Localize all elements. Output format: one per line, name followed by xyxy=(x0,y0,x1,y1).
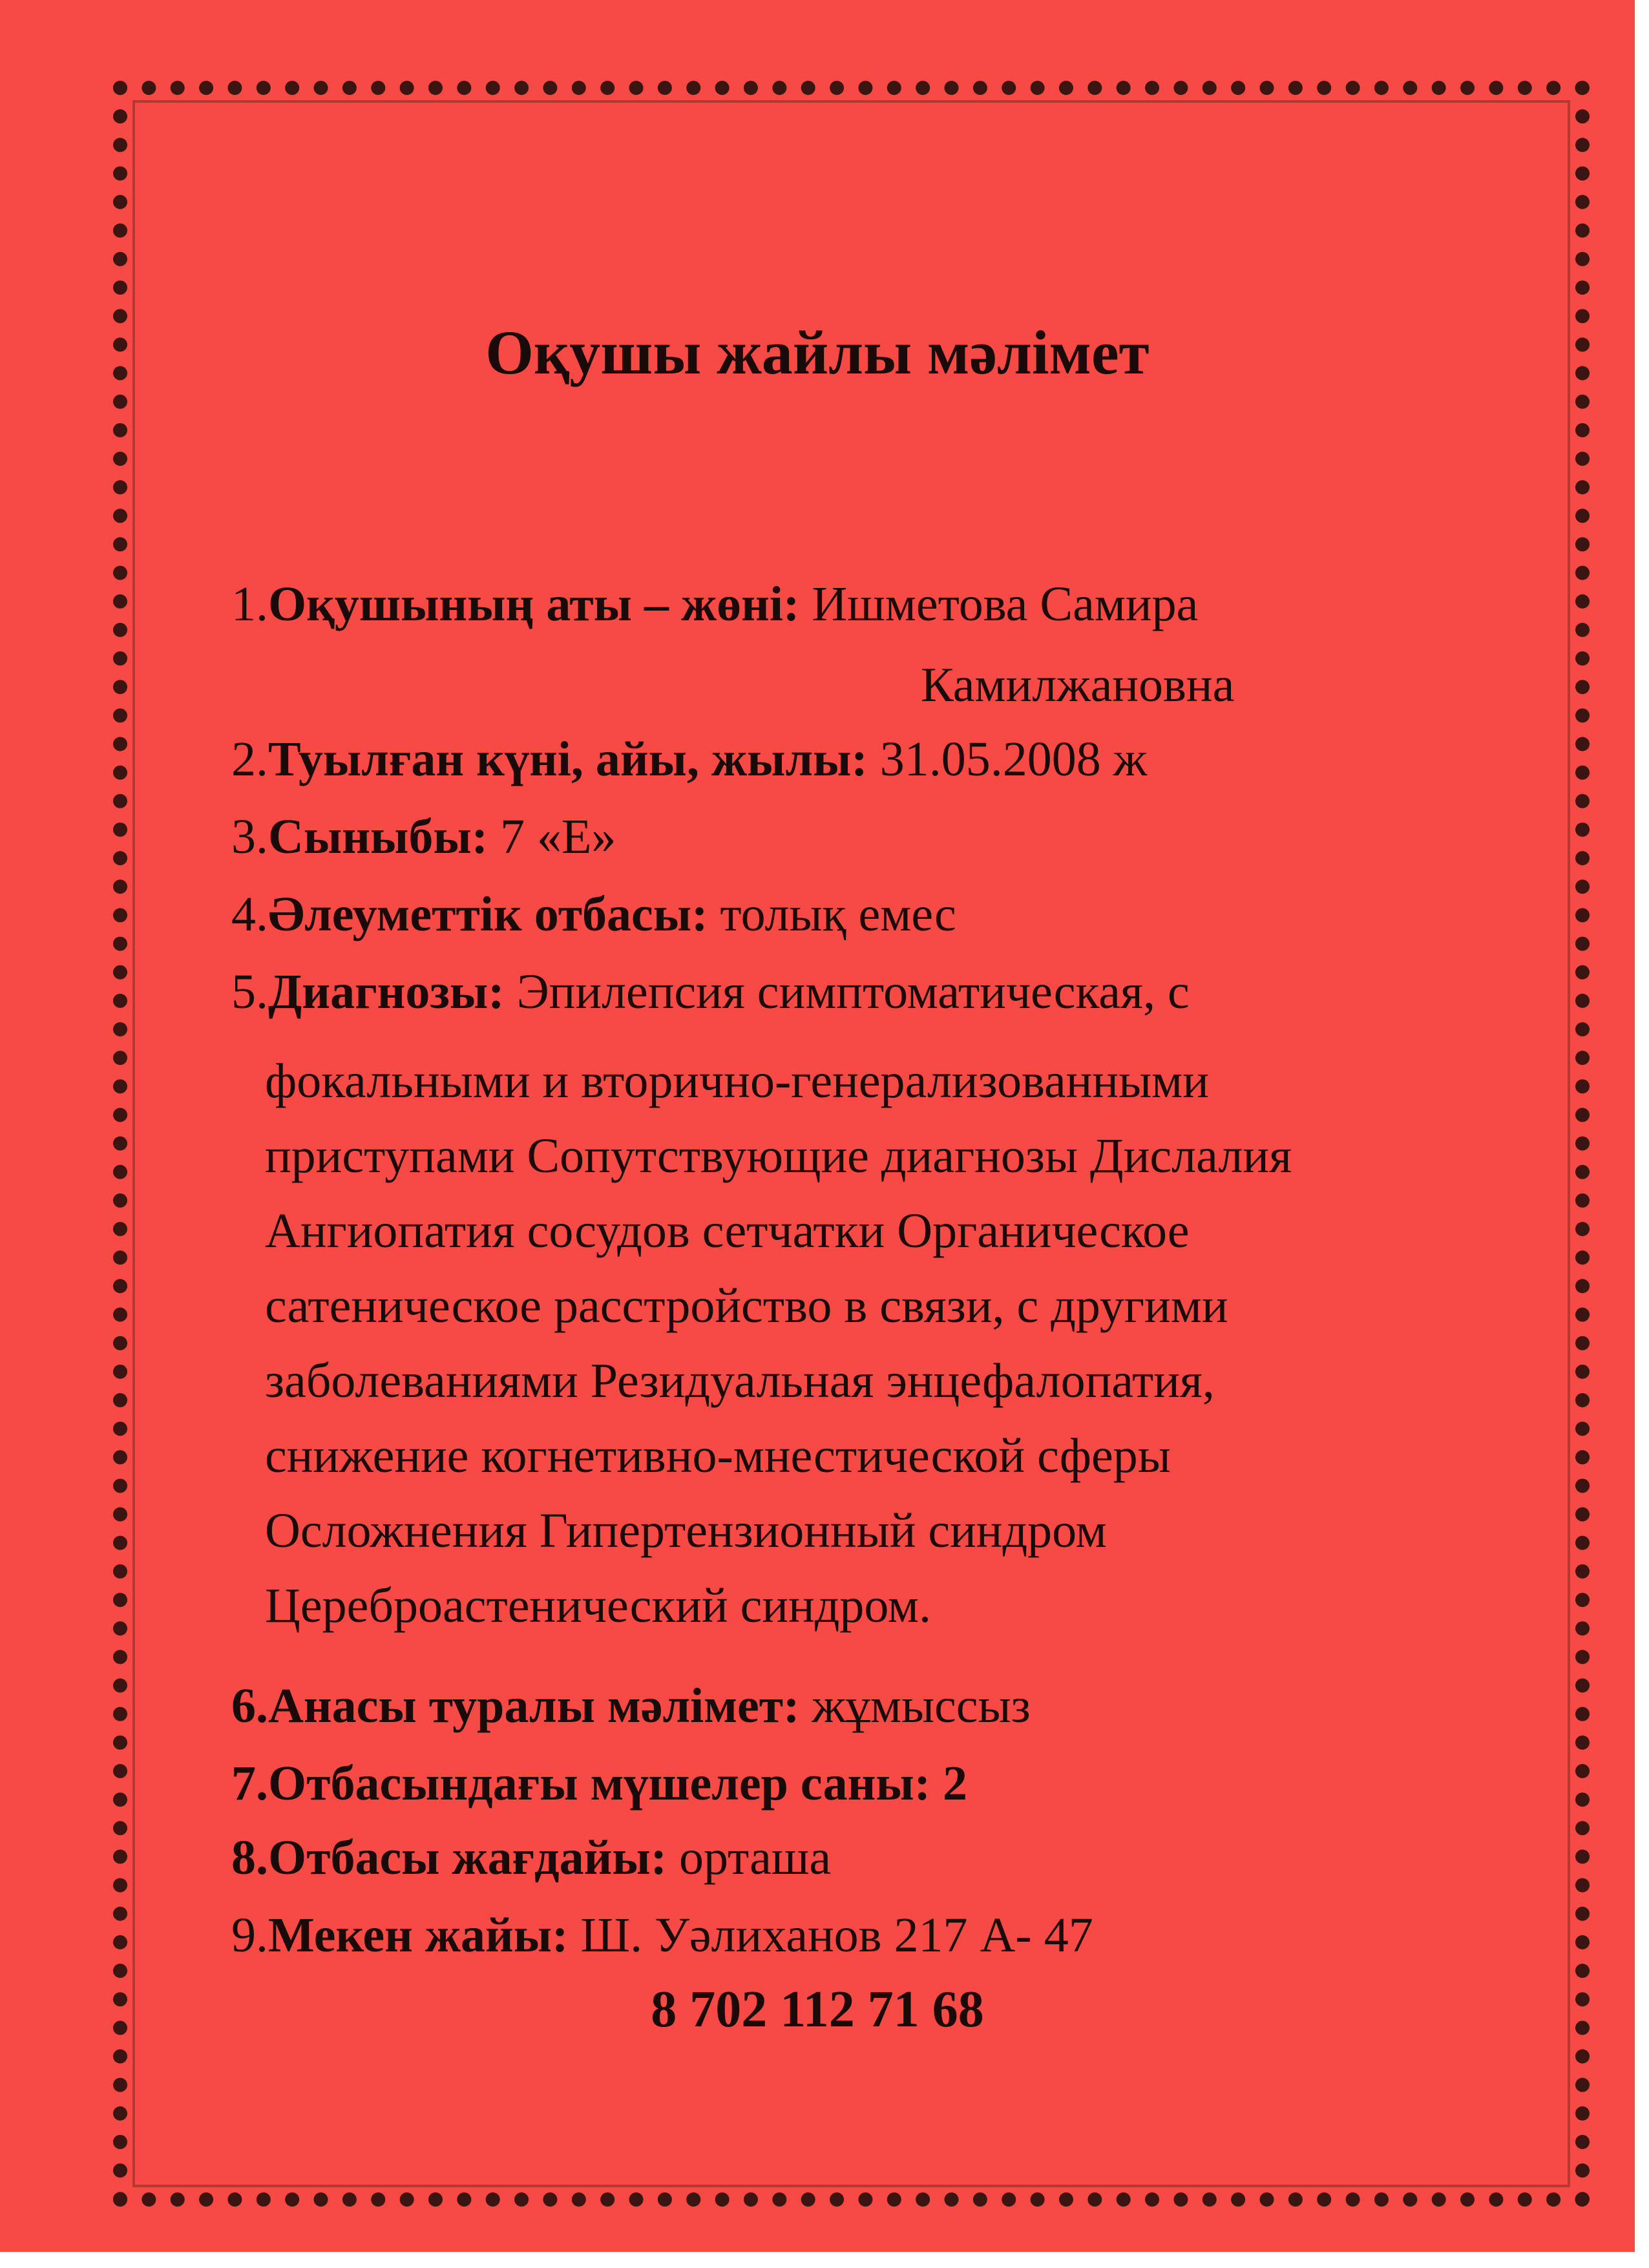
item-8-family-condition xyxy=(207,1829,831,1887)
item-label: Туылған күні, айы, жылы: xyxy=(268,732,868,786)
phone-number: 8 702 112 71 68 xyxy=(651,1981,984,2038)
item-1-value-continued: Камилжановна xyxy=(921,658,1235,712)
item-value: 7 «Е» xyxy=(500,810,616,864)
item-label: Әлеуметтік отбасы: xyxy=(268,887,708,941)
item-number: 1. xyxy=(231,577,268,631)
item-label: Отбасы жағдайы: xyxy=(268,1831,667,1885)
diagnosis-continuation xyxy=(265,1044,1292,1643)
diagnosis-line: заболеваниями Резидуальная энцефалопатия, xyxy=(265,1354,1215,1408)
item-number: 5. xyxy=(231,965,268,1019)
item-number: 9. xyxy=(231,1908,268,1962)
item-value: Эпилепсия симптоматическая, с xyxy=(516,965,1190,1019)
diagnosis-line: сатеническое расстройство в связи, с другими xyxy=(265,1279,1228,1333)
item-label: Мекен жайы: xyxy=(268,1908,569,1962)
item-number: 8. xyxy=(231,1831,268,1885)
diagnosis-line: Осложнения Гипертензионный синдром xyxy=(265,1504,1107,1558)
item-7-family-members xyxy=(207,1754,967,1812)
item-value: 31.05.2008 ж xyxy=(879,732,1148,786)
item-1-student-name xyxy=(207,575,1198,633)
item-number: 7. xyxy=(231,1756,268,1811)
item-number: 6. xyxy=(231,1679,268,1733)
item-number: 3. xyxy=(231,810,268,864)
item-value: орташа xyxy=(679,1831,832,1885)
diagnosis-line: фокальными и вторично-генерализованными xyxy=(265,1054,1209,1108)
item-label: Диагнозы: xyxy=(268,965,505,1019)
item-value: Ишметова Самира xyxy=(812,577,1199,631)
item-number: 4. xyxy=(231,887,268,941)
item-value: толық емес xyxy=(720,887,956,941)
item-label: Оқушының аты – жөні: xyxy=(268,577,800,631)
item-value: жұмыссыз xyxy=(812,1679,1031,1733)
item-2-birth-date xyxy=(207,730,1147,788)
diagnosis-line: Ангиопатия сосудов сетчатки Органическое xyxy=(265,1204,1190,1258)
item-number: 2. xyxy=(231,732,268,786)
item-6-mother-info xyxy=(207,1677,1031,1735)
item-4-social-family xyxy=(207,885,956,943)
diagnosis-line: снижение когнетивно-мнестической сферы xyxy=(265,1429,1171,1483)
item-5-diagnosis xyxy=(207,963,1190,1021)
item-value: Ш. Уәлиханов 217 А- 47 xyxy=(580,1908,1093,1962)
item-label: Сыныбы: xyxy=(268,810,488,864)
item-3-class xyxy=(207,808,616,866)
diagnosis-line: Цереброастенический синдром. xyxy=(265,1579,932,1633)
diagnosis-line: приступами Сопутствующие диагнозы Дислалия xyxy=(265,1129,1292,1183)
item-label: Анасы туралы мәлімет: xyxy=(268,1679,800,1733)
page-title: Оқушы жайлы мәлімет xyxy=(485,318,1150,387)
item-label: Отбасындағы мүшелер саны: 2 xyxy=(268,1756,967,1811)
item-9-address xyxy=(207,1906,1093,1964)
